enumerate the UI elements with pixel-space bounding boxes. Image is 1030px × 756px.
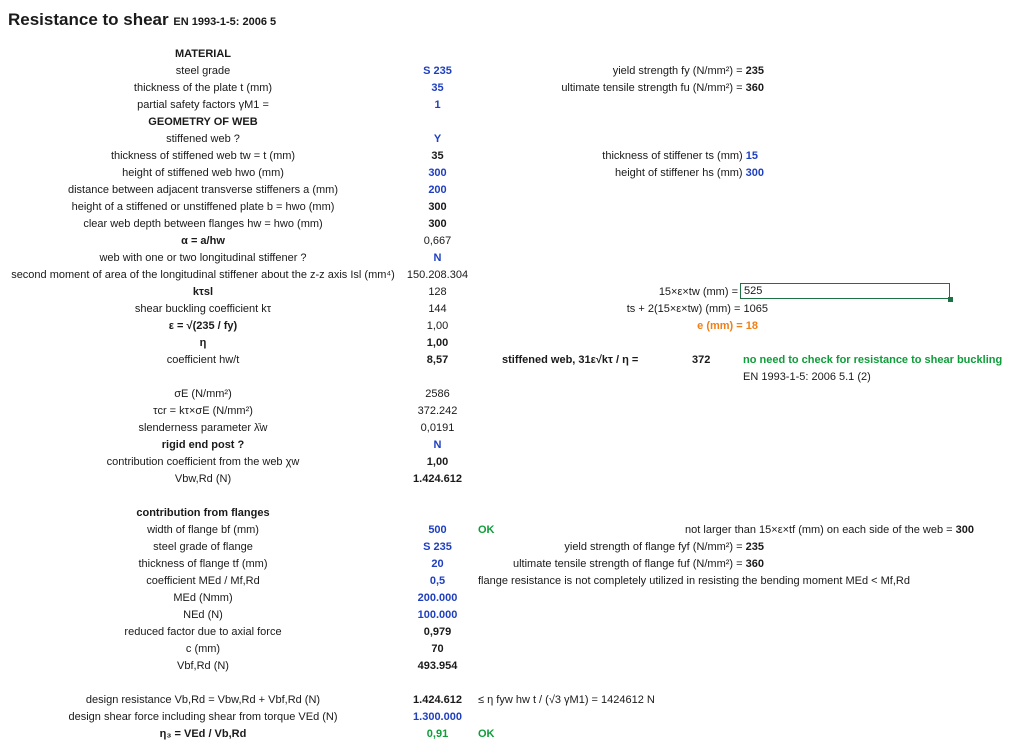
row-value[interactable]: N bbox=[433, 439, 442, 451]
e-row bbox=[600, 319, 758, 333]
row-value: 128 bbox=[428, 286, 447, 298]
row-label: η₃ = VEd / Vb,Rd bbox=[159, 728, 247, 740]
row-value[interactable]: 500 bbox=[428, 524, 447, 536]
row-value[interactable]: 200.000 bbox=[417, 592, 458, 604]
fy-row bbox=[540, 64, 764, 78]
stiff-value: 372 bbox=[692, 354, 711, 366]
row-label: Vbf,Rd (N) bbox=[177, 660, 229, 672]
row-value[interactable]: 35 bbox=[431, 82, 444, 94]
row-label: GEOMETRY OF WEB bbox=[148, 116, 258, 128]
row-value: 1,00 bbox=[426, 320, 449, 332]
row-value: 300 bbox=[428, 201, 447, 213]
row-label: height of a stiffened or unstiffened plate b = hwo (mm) bbox=[71, 201, 335, 213]
row-label: shear buckling coefficient kτ bbox=[134, 303, 272, 315]
row-label: partial safety factors γM1 = bbox=[137, 99, 269, 111]
row-value[interactable]: Y bbox=[433, 133, 442, 145]
fy-value: 235 bbox=[745, 65, 764, 77]
row-label: thickness of the plate t (mm) bbox=[133, 82, 273, 94]
row-label: coefficient hw/t bbox=[166, 354, 240, 366]
row-label: coefficient MEd / Mf,Rd bbox=[146, 575, 260, 587]
hs-row bbox=[540, 166, 764, 180]
row-value: 1.424.612 bbox=[413, 473, 462, 485]
title-text: Resistance to shear bbox=[8, 10, 169, 29]
row-label: slenderness parameter λ̄w bbox=[138, 422, 268, 434]
page-title bbox=[8, 10, 276, 32]
row-value: 0,667 bbox=[423, 235, 452, 247]
row-value[interactable]: S 235 bbox=[423, 65, 452, 77]
row-value: 1.424.612 bbox=[413, 694, 462, 706]
row-label: web with one or two longitudinal stiffener ? bbox=[99, 252, 307, 264]
stiff-label: stiffened web, 31ε√kτ / η = bbox=[502, 354, 639, 366]
notlarger-label: not larger than 15×ε×tf (mm) on each side of the web = bbox=[685, 524, 953, 536]
no-need-note: no need to check for resistance to shear buckling bbox=[743, 354, 1003, 366]
row-label: NEd (N) bbox=[183, 609, 223, 621]
row-value[interactable]: 200 bbox=[428, 184, 447, 196]
row-label: η bbox=[199, 337, 207, 349]
fu-label: ultimate tensile strength fu (N/mm²) = bbox=[561, 82, 743, 94]
fyf-label: yield strength of flange fyf (N/mm²) = bbox=[564, 541, 743, 553]
row-label: c (mm) bbox=[185, 643, 221, 655]
row-value[interactable]: 20 bbox=[431, 558, 444, 570]
row-label: width of flange bf (mm) bbox=[147, 524, 259, 536]
row-label: clear web depth between flanges hw = hwo (mm) bbox=[83, 218, 323, 230]
ts-value: 15 bbox=[745, 150, 758, 162]
fuf-value: 360 bbox=[745, 558, 764, 570]
row-label: contribution from flanges bbox=[136, 507, 270, 519]
row-value: 493.954 bbox=[417, 660, 458, 672]
e-label: e (mm) = bbox=[697, 320, 746, 332]
row-value: 35 bbox=[431, 150, 444, 162]
fuf-label: ultimate tensile strength of flange fuf (N/mm²) = bbox=[513, 558, 743, 570]
row-label: contribution coefficient from the web χw bbox=[106, 456, 300, 468]
row-label: design resistance Vb,Rd = Vbw,Rd + Vbf,Rd (N) bbox=[85, 694, 321, 706]
row-label: second moment of area of the longitudinal stiffener about the z-z axis Isl (mm⁴) bbox=[11, 269, 395, 281]
ts-row bbox=[540, 149, 758, 163]
e-value: 18 bbox=[745, 320, 758, 332]
row-value[interactable]: 0,5 bbox=[429, 575, 446, 587]
row-label: reduced factor due to axial force bbox=[124, 626, 282, 638]
row-value: 0,91 bbox=[426, 728, 449, 740]
notlarger-value: 300 bbox=[955, 524, 974, 536]
ts2-label: ts + 2(15×ε×tw) (mm) = bbox=[626, 303, 741, 315]
row-label: Vbw,Rd (N) bbox=[174, 473, 232, 485]
row-value: 144 bbox=[428, 303, 447, 315]
fu-row bbox=[500, 81, 764, 95]
fy-label: yield strength fy (N/mm²) = bbox=[612, 65, 743, 77]
flange-note: flange resistance is not completely utilized in resisting the bending moment MEd < Mf,Rd bbox=[478, 575, 910, 587]
hs-label: height of stiffener hs (mm) bbox=[615, 167, 743, 179]
row-value: 0,979 bbox=[423, 626, 452, 638]
row-label: thickness of stiffened web tw = t (mm) bbox=[110, 150, 296, 162]
row-label: design shear force including shear from torque VEd (N) bbox=[68, 711, 338, 723]
row-label: steel grade bbox=[175, 65, 231, 77]
fyf-row bbox=[500, 540, 764, 554]
row-value: 2586 bbox=[425, 388, 450, 400]
row-label: distance between adjacent transverse stiffeners a (mm) bbox=[67, 184, 339, 196]
ok-final: OK bbox=[478, 728, 495, 740]
row-label: α = a/hw bbox=[181, 235, 225, 247]
notlarger-row bbox=[600, 523, 974, 537]
row-value: 372.242 bbox=[417, 405, 458, 417]
row-label: kτsl bbox=[192, 286, 214, 298]
row-value: 8,57 bbox=[426, 354, 449, 366]
row-label: steel grade of flange bbox=[153, 541, 253, 553]
row-label: stiffened web ? bbox=[166, 133, 240, 145]
row-label: σE (N/mm²) bbox=[174, 388, 232, 400]
row-value: 1,00 bbox=[426, 456, 449, 468]
row-value[interactable]: 1 bbox=[434, 99, 441, 111]
fyf-value: 235 bbox=[745, 541, 764, 553]
hs-value: 300 bbox=[745, 167, 764, 179]
row-value[interactable]: 1.300.000 bbox=[413, 711, 462, 723]
row-label: τcr = kτ×σE (N/mm²) bbox=[153, 405, 253, 417]
row-value[interactable]: 100.000 bbox=[417, 609, 458, 621]
row-label: height of stiffened web hwo (mm) bbox=[122, 167, 284, 179]
c15-label: 15×ε×tw (mm) = bbox=[658, 286, 738, 298]
ts2-value: 1065 bbox=[743, 303, 768, 315]
row-label: ε = √(235 / fy) bbox=[168, 320, 238, 332]
ts-label: thickness of stiffener ts (mm) bbox=[602, 150, 743, 162]
row-value: 150.208.304 bbox=[406, 269, 469, 281]
row-label: rigid end post ? bbox=[161, 439, 245, 451]
row-value: 300 bbox=[428, 218, 447, 230]
ts2-row bbox=[560, 302, 768, 316]
fuf-row bbox=[470, 557, 764, 571]
row-value[interactable]: S 235 bbox=[423, 541, 452, 553]
fu-value: 360 bbox=[745, 82, 764, 94]
selected-cell-c15[interactable]: 525 bbox=[740, 283, 950, 299]
vb-note: ≤ η fyw hw t / (√3 γM1) = 1424612 N bbox=[478, 694, 655, 706]
ref-note: EN 1993-1-5: 2006 5.1 (2) bbox=[743, 371, 871, 383]
row-label: thickness of flange tf (mm) bbox=[138, 558, 268, 570]
row-value: 0,0191 bbox=[420, 422, 455, 434]
row-value[interactable]: N bbox=[433, 252, 442, 264]
title-ref: EN 1993-1-5: 2006 5 bbox=[173, 16, 277, 28]
row-label: MATERIAL bbox=[174, 48, 231, 60]
row-label: MEd (Nmm) bbox=[173, 592, 233, 604]
row-value[interactable]: 300 bbox=[428, 167, 447, 179]
row-value: 70 bbox=[431, 643, 444, 655]
row-value: 1,00 bbox=[426, 337, 449, 349]
ok-flange-width: OK bbox=[478, 524, 495, 536]
